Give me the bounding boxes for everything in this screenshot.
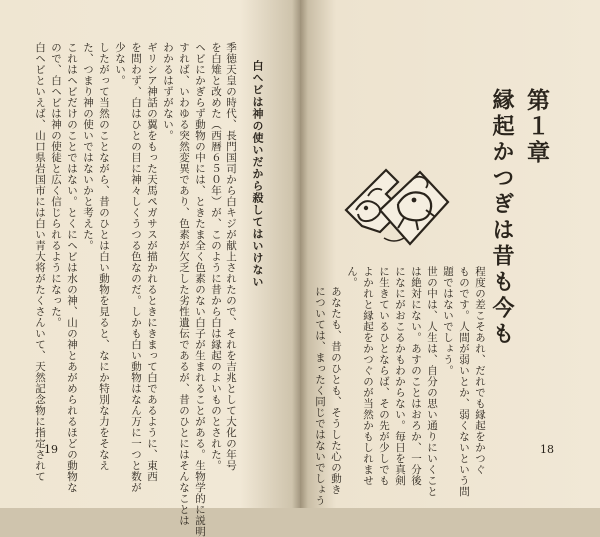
body-line: を白雉と改めた（西暦６５０年）が、このように昔から白は縁起のよいものとされた。	[210, 42, 222, 471]
body-line: は絶対にない。あすのことはおろか、一分後	[410, 266, 422, 486]
body-line: 世の中は、人生は、自分の思い通りにいくこと	[426, 266, 438, 497]
chapter-number: 第１章	[523, 88, 550, 166]
body-line: ギリシア神話の翼をもった天馬ペガサスが描かれるときにきまって白であるように、東西	[146, 42, 158, 482]
book-gutter	[292, 0, 308, 508]
section-title: 白ヘビは神の使いだから殺してはいけない	[251, 60, 264, 288]
body-line: に生きているひとならば、その先が少しでも	[378, 266, 390, 486]
body-line: ので、白ヘビは神の使徒と広く信じられるようになった。	[50, 42, 62, 328]
snake-and-frog-illustration	[340, 152, 452, 264]
body-line: したがって当然のことながら、昔のひとは白い動物を見ると、なにか特別な力をそなえ	[98, 42, 110, 471]
body-line: わかるはずがない。	[162, 42, 174, 141]
body-line: よかれと縁起をかつぐのが当然かもしれませ	[362, 266, 374, 486]
body-line: については、まったく同じではないでしょう	[314, 286, 326, 506]
body-line: これはヘビだけのことではない。とくにヘビは水の神、山の神とあがめられるほどの動物な	[66, 42, 78, 493]
chapter-title: 縁起かつぎは昔も今も	[489, 88, 515, 348]
page-number-right: 18	[540, 443, 554, 456]
body-line: た、つまり神の使いではないかと考えた。	[82, 42, 94, 251]
body-line: 少ない。	[114, 42, 126, 86]
body-line: 題ではないでしょう。	[442, 266, 454, 376]
page-number-left: 19	[44, 443, 58, 456]
body-line: あなたも、昔のひとも、そうした心の動き	[330, 286, 342, 495]
body-line: ものです。人間が弱いとか、弱くないという問	[458, 266, 470, 497]
body-line: ん。	[346, 266, 358, 288]
body-line: を問わず、白はひとの目に神々しくうつる色なのだ。しかも白い動物はなん万に一つと数が	[130, 42, 142, 493]
body-line: ヘビにかぎらず動物の中には、ときたま全く色素のない白子が生まれることがある。生物学的に説明	[194, 42, 206, 537]
body-line: 季徳天皇の時代、長門国司から白キジが献上されたので、それを吉兆として大化の年号	[225, 42, 237, 471]
body-line: になにがおこるかもわからない。毎日を真剣	[394, 266, 406, 486]
body-line: すれば、いわゆる突然変異であり、色素が欠乏した劣性遺伝であるが、昔のひとにはそんなことは	[178, 42, 190, 526]
body-line: 白ヘビといえば、山口県岩国市には白い青大将がたくさんいて、天然記念物に指定されて	[34, 42, 46, 482]
body-line: 程度の差こそあれ、だれでも縁起をかつぐ	[474, 266, 486, 475]
